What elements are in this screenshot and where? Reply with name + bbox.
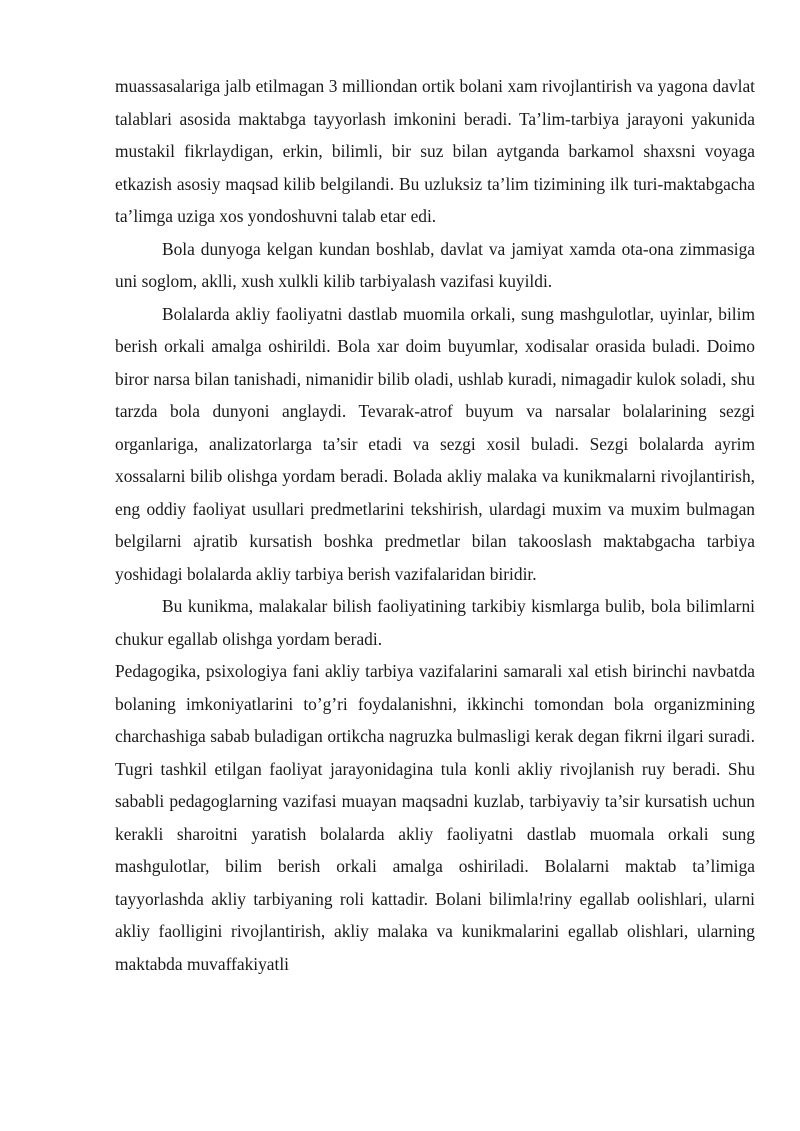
document-page bbox=[115, 70, 755, 980]
paragraph-mental-activity: Bolalarda akliy faoliyatni dastlab muomila orkali, sung mashgulotlar, uyinlar, bilim berish orkali amalga oshirildi. Bola xar doim buyumlar, xodisalar orasida buladi. Doimo biror narsa bilan tanishadi, nimanidir bilib oladi, ushlab kuradi, nimagadir kulok soladi, shu tarzda bola dunyoni anglaydi. Tevarak-atrof buyum va narsalar bolalarining sezgi organlariga, analizatorlarga ta’sir etadi va sezgi xosil buladi. Sezgi bolalarda ayrim xossalarni bilib olishga yordam beradi. Bolada akliy malaka va kunikmalarni rivojlantirish, eng oddiy faoliyat usullari predmetlarini tekshirish, ulardagi muxim va muxim bulmagan belgilarni ajratib kursatish boshka predmetlar bilan takooslash maktabgacha tarbiya yoshidagi bolalarda akliy tarbiya berish vazifalaridan biridir. bbox=[115, 303, 755, 584]
paragraph-skills: Bu kunikma, malakalar bilish faoliyatining tarkibiy kismlarga bulib, bola bilimlarni chukur egallab olishga yordam beradi. bbox=[115, 596, 755, 649]
paragraph-pedagogy: Pedagogika, psixologiya fani akliy tarbiya vazifalarini samarali xal etish birinchi navbatda bolaning imkoniyatlarini to’g’ri foydalanishni, ikkinchi tomondan bola organizmining charchashiga sabab buladigan ortikcha nagruzka bulmasligi kerak degan fikrni ilgari suradi. Tugri tashkil etilgan faoliyat jarayonidagina tula konli akliy rivojlanish ruy beradi. Shu sababli pedagoglarning vazifasi muayan maqsadni kuzlab, tarbiyaviy ta’sir kursatish uchun kerakli sharoitni yaratish bolalarda akliy faoliyatni dastlab muomala orkali sung mashgulotlar, bilim berish orkali amalga oshiriladi. Bolalarni maktab ta’limiga tayyorlashda akliy tarbiyaning roli kattadir. Bolani bilimla!riny egallab oolishlari, ularni akliy faolligini rivojlantirish, akliy malaka va kunikmalarini egallab olishlari, ularning maktabda muvaffakiyatli bbox=[115, 661, 755, 974]
paragraph-child-upbringing: Bola dunyoga kelgan kundan boshlab, davlat va jamiyat xamda ota-ona zimmasiga uni soglom, aklli, xush xulkli kilib tarbiyalash vazifasi kuyildi. bbox=[115, 238, 755, 291]
paragraph-continuation: muassasalariga jalb etilmagan 3 milliondan ortik bolani xam rivojlantirish va yagona davlat talablari asosida maktabga tayyorlash imkonini beradi. Ta’lim-tarbiya jarayoni yakunida mustakil fikrlaydigan, erkin, bilimli, bir suz bilan aytganda barkamol shaxsni voyaga etkazish asosiy maqsad kilib belgilandi. Bu uzluksiz ta’lim tizimining ilk turi-maktabgacha ta’limga uziga xos yondoshuvni talab etar edi. bbox=[115, 76, 755, 226]
